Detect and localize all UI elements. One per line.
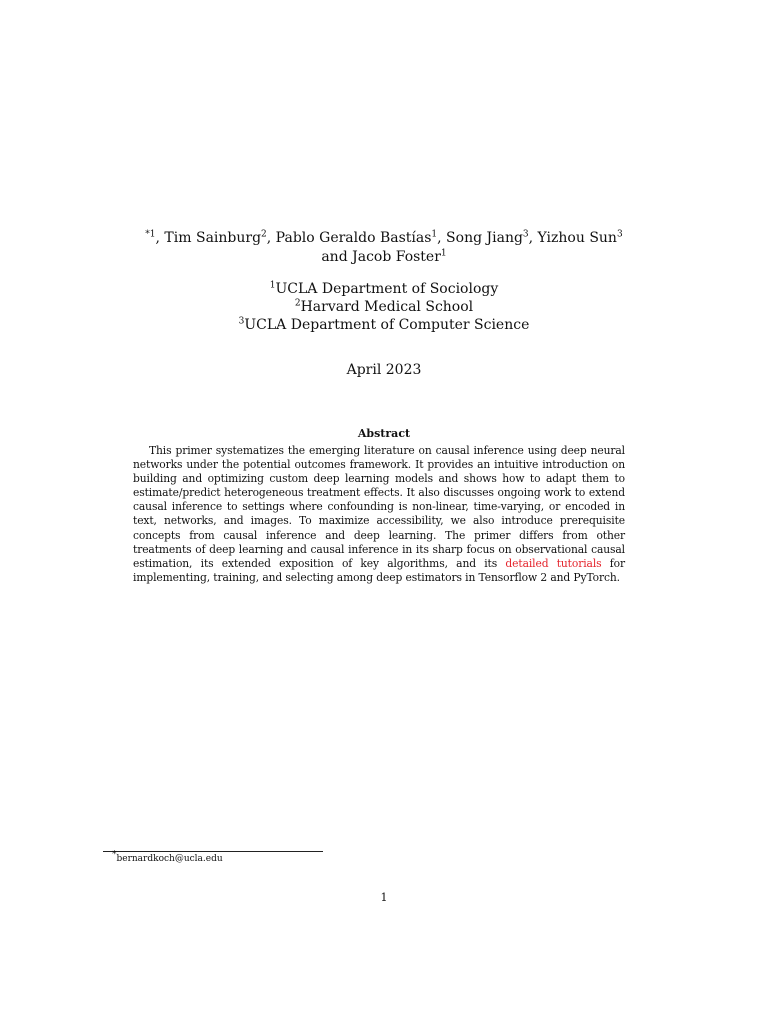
abstract-text-part-2: for implementing, training, and selecting among deep estimators in Tensorflow 2 and PyTorch. (133, 556, 625, 584)
abstract-heading: Abstract (357, 427, 411, 440)
affiliation-item: $^2$Harvard Medical School (294, 298, 474, 315)
author-jiang-affil: 3 (522, 229, 529, 240)
author-jiang: , Song Jiang (437, 230, 523, 246)
footnote-divider (103, 851, 323, 852)
footnote-text: bernardkoch@ucla.edu (116, 854, 223, 864)
affiliation-list (160, 280, 608, 334)
affiliation-item: $^1$UCLA Department of Sociology (269, 280, 499, 297)
author-foster: and Jacob Foster (321, 249, 441, 265)
author-bastias-affil: 1 (431, 229, 438, 240)
footnote-email (112, 850, 223, 865)
page-number: 1 (380, 891, 388, 904)
author-list (120, 229, 648, 267)
abstract-text-part-1: This primer systematizes the emerging literature on causal inference using deep neural networks under the potential outcomes framework. It provides an intuitive introduction on building and optimizing custom deep learning models and shows how to adapt them to estimate/predict heterogeneous treatment effects. It also discusses ongoing work to extend causal inference to settings where confounding is non-linear, time-varying, or encoded in text, networks, and images. To maximize accessibility, we also introduce prerequisite concepts from causal inference and deep learning. The primer differs from other treatments of deep learning and causal inference in its sharp focus on observational causal estimation, its extended exposition of key algorithms, and its (133, 444, 625, 570)
author-sainburg-affil: 2 (261, 229, 267, 240)
author-sainburg: , Tim Sainburg (155, 230, 262, 246)
author-sun: , Yizhou Sun (528, 230, 617, 246)
abstract-text (133, 444, 625, 585)
author-foster-affil: 1 (440, 248, 447, 259)
author-1-marker: *1 (145, 229, 156, 240)
author-sun-affil: 3 (616, 229, 623, 240)
affiliation-item: $^3$UCLA Department of Computer Science (238, 316, 530, 333)
publication-date: April 2023 (346, 362, 422, 378)
author-bastias: , Pablo Geraldo Bastías (266, 230, 432, 246)
footnote-marker: * (112, 850, 117, 860)
tutorials-link[interactable]: detailed tutorials (505, 556, 602, 570)
